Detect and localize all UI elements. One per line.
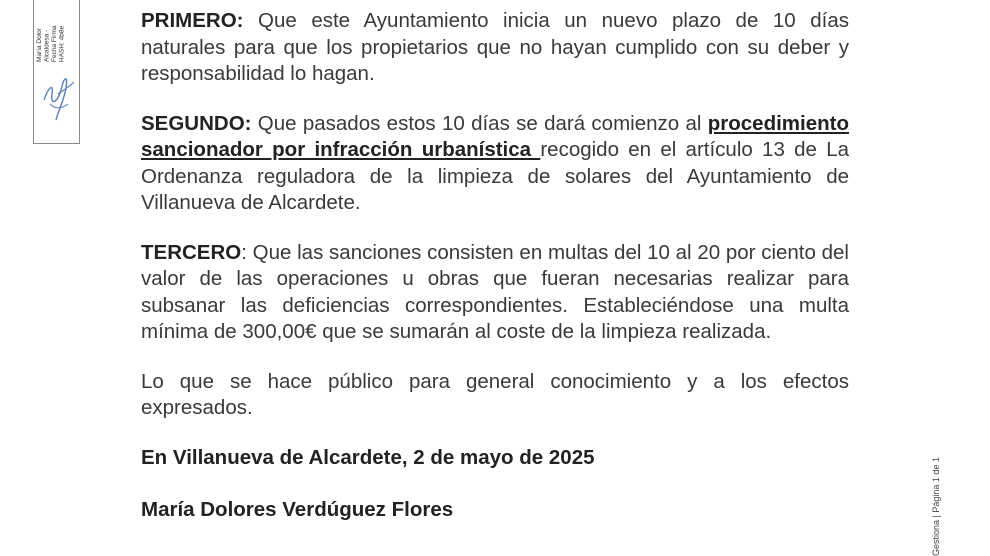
stamp-line-role: Alcaldesa -: [43, 29, 51, 62]
stamp-line-name: María Dolor: [36, 28, 43, 62]
paragraph-primero: [141, 8, 849, 88]
procedure-reference: procedimiento sancionador por infracción urbanística: [141, 111, 849, 161]
document-body: [141, 8, 849, 550]
page-margin-note: Gestiona | Página 1 de 1: [931, 457, 941, 556]
stamp-text: [36, 0, 66, 62]
handwritten-signature: [38, 64, 78, 124]
tercero-label: TERCERO: [141, 240, 242, 264]
tercero-text: : Que las sanciones consisten en multas del 10 al 20 por ciento del valor de las operaciones u obras que fueran necesarias realizar para subsanar las deficiencias correspondientes. Estableciéndose una multa mínima de 300,00€ que se sumarán al coste de la limpieza realizada.: [141, 240, 849, 343]
paragraph-segundo: [141, 111, 849, 217]
segundo-text-after: recogido en el artículo 13 de La Ordenanza reguladora de la limpieza de solares del Ayuntamiento de Villanueva de Alcardete.: [141, 138, 850, 214]
segundo-label: SEGUNDO:: [141, 111, 252, 135]
signer-name: María Dolores Verdúguez Flores: [141, 498, 454, 521]
stamp-line-date: Fecha Firma: [51, 25, 58, 62]
signature-stamp: [33, 0, 80, 144]
segundo-text-before: Que pasados estos 10 días se dará comienzo al: [251, 111, 708, 135]
paragraph-tercero: [141, 240, 849, 346]
place-date: En Villanueva de Alcardete, 2 de mayo de 2025: [141, 445, 595, 469]
stamp-line-hash: HASH: 4b8e: [58, 25, 66, 62]
paragraph-publico: Lo que se hace público para general conocimiento y a los efectos expresados.: [141, 369, 849, 419]
primero-text: Que este Ayuntamiento inicia un nuevo plazo de 10 días naturales para que los propietarios que no hayan cumplido con su deber y responsabilidad lo hagan.: [141, 9, 849, 85]
primero-label: PRIMERO:: [141, 9, 244, 32]
